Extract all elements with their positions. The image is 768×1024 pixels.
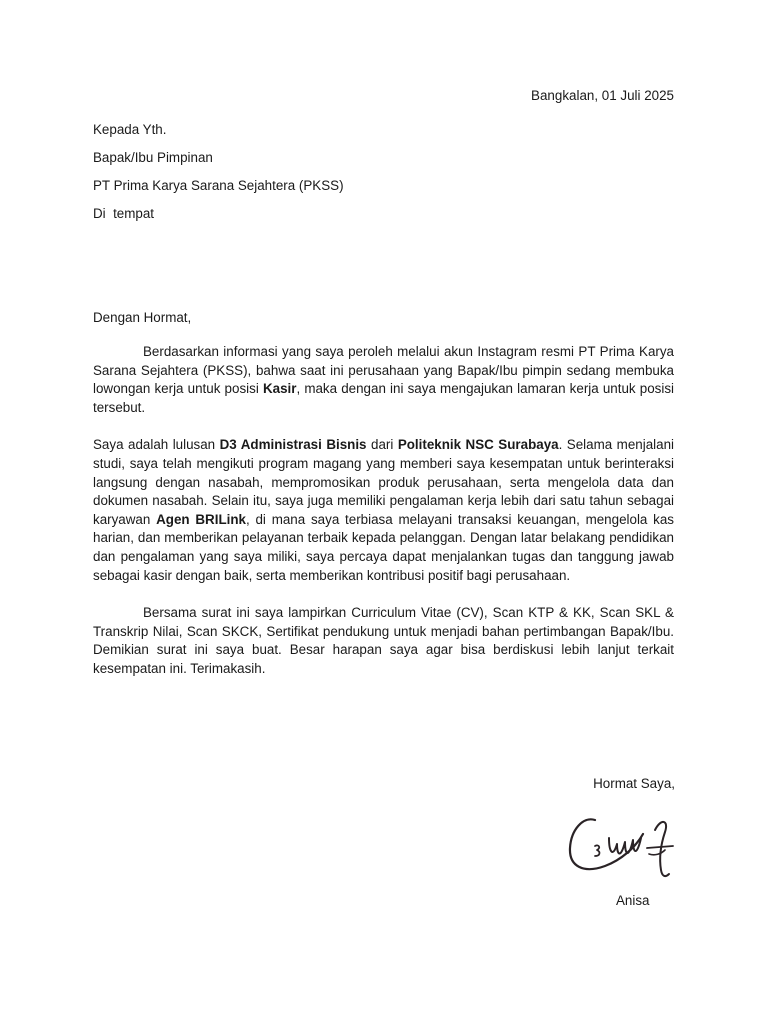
- paragraph-intro-text-c: , maka dengan ini saya mengajukan lamaran kerja untuk posisi tersebut.: [93, 381, 674, 415]
- paragraph-background-text-a: Saya adalah lulusan: [93, 437, 220, 453]
- paragraph-background: [93, 436, 674, 585]
- school-name: Politeknik NSC Surabaya: [397, 437, 559, 453]
- greeting: Dengan Hormat,: [93, 310, 192, 325]
- paragraph-background-text-g: , di mana saya terbiasa melayani transaksi keuangan, mengelola kas harian, dan memberikan pelayanan terbaik kepada pelanggan. Dengan latar belakang pendidikan dan pengalaman yang saya miliki, saya percaya dapat menjalankan tugas dan tanggung jawab sebagai kasir dengan baik, serta memberikan kontribusi positif bagi perusahaan.: [93, 511, 674, 583]
- recipient-line-title: Bapak/Ibu Pimpinan: [93, 150, 213, 165]
- paragraph-background-text-e: . Selama menjalani studi, saya telah mengikuti program magang yang memberi saya kesempatan untuk berinteraksi langsung dengan nasabah, mempromosikan produk perusahaan, serta mengelola data dan dokumen nasabah. Selain itu, saya juga memiliki pengalaman kerja lebih dari satu tahun sebagai karyawan: [93, 437, 674, 527]
- recipient-line-company: PT Prima Karya Sarana Sejahtera (PKSS): [93, 178, 344, 193]
- employer-name: Agen BRILink: [156, 511, 246, 527]
- position-name: Kasir: [262, 381, 297, 397]
- letter-body: [93, 343, 674, 698]
- recipient-line-place: Di tempat: [93, 206, 155, 221]
- paragraph-intro-text-a: Berdasarkan informasi yang saya peroleh melalui akun Instagram resmi PT Prima Karya Sarana Sejahtera (PKSS), bahwa saat ini perusahaan yang Bapak/Ibu pimpin sedang membuka lowongan kerja untuk posisi: [93, 344, 674, 397]
- closing-phrase: Hormat Saya,: [593, 776, 675, 791]
- letter-date: Bangkalan, 01 Juli 2025: [531, 88, 674, 103]
- signature-image: [565, 808, 680, 882]
- degree-name: D3 Administrasi Bisnis: [219, 437, 367, 453]
- recipient-address: [93, 116, 344, 228]
- paragraph-intro: [93, 343, 674, 417]
- paragraph-background-text-c: dari: [366, 437, 398, 453]
- paragraph-closing: Bersama surat ini saya lampirkan Curriculum Vitae (CV), Scan KTP & KK, Scan SKL & Transkrip Nilai, Scan SKCK, Sertifikat pendukung untuk menjadi bahan pertimbangan Bapak/Ibu. Demikian surat ini saya buat. Besar harapan saya agar bisa berdiskusi lebih lanjut terkait kesempatan ini. Terimakasih.: [93, 605, 674, 676]
- signer-name: Anisa: [616, 893, 650, 908]
- recipient-line-salutation: Kepada Yth.: [93, 122, 167, 137]
